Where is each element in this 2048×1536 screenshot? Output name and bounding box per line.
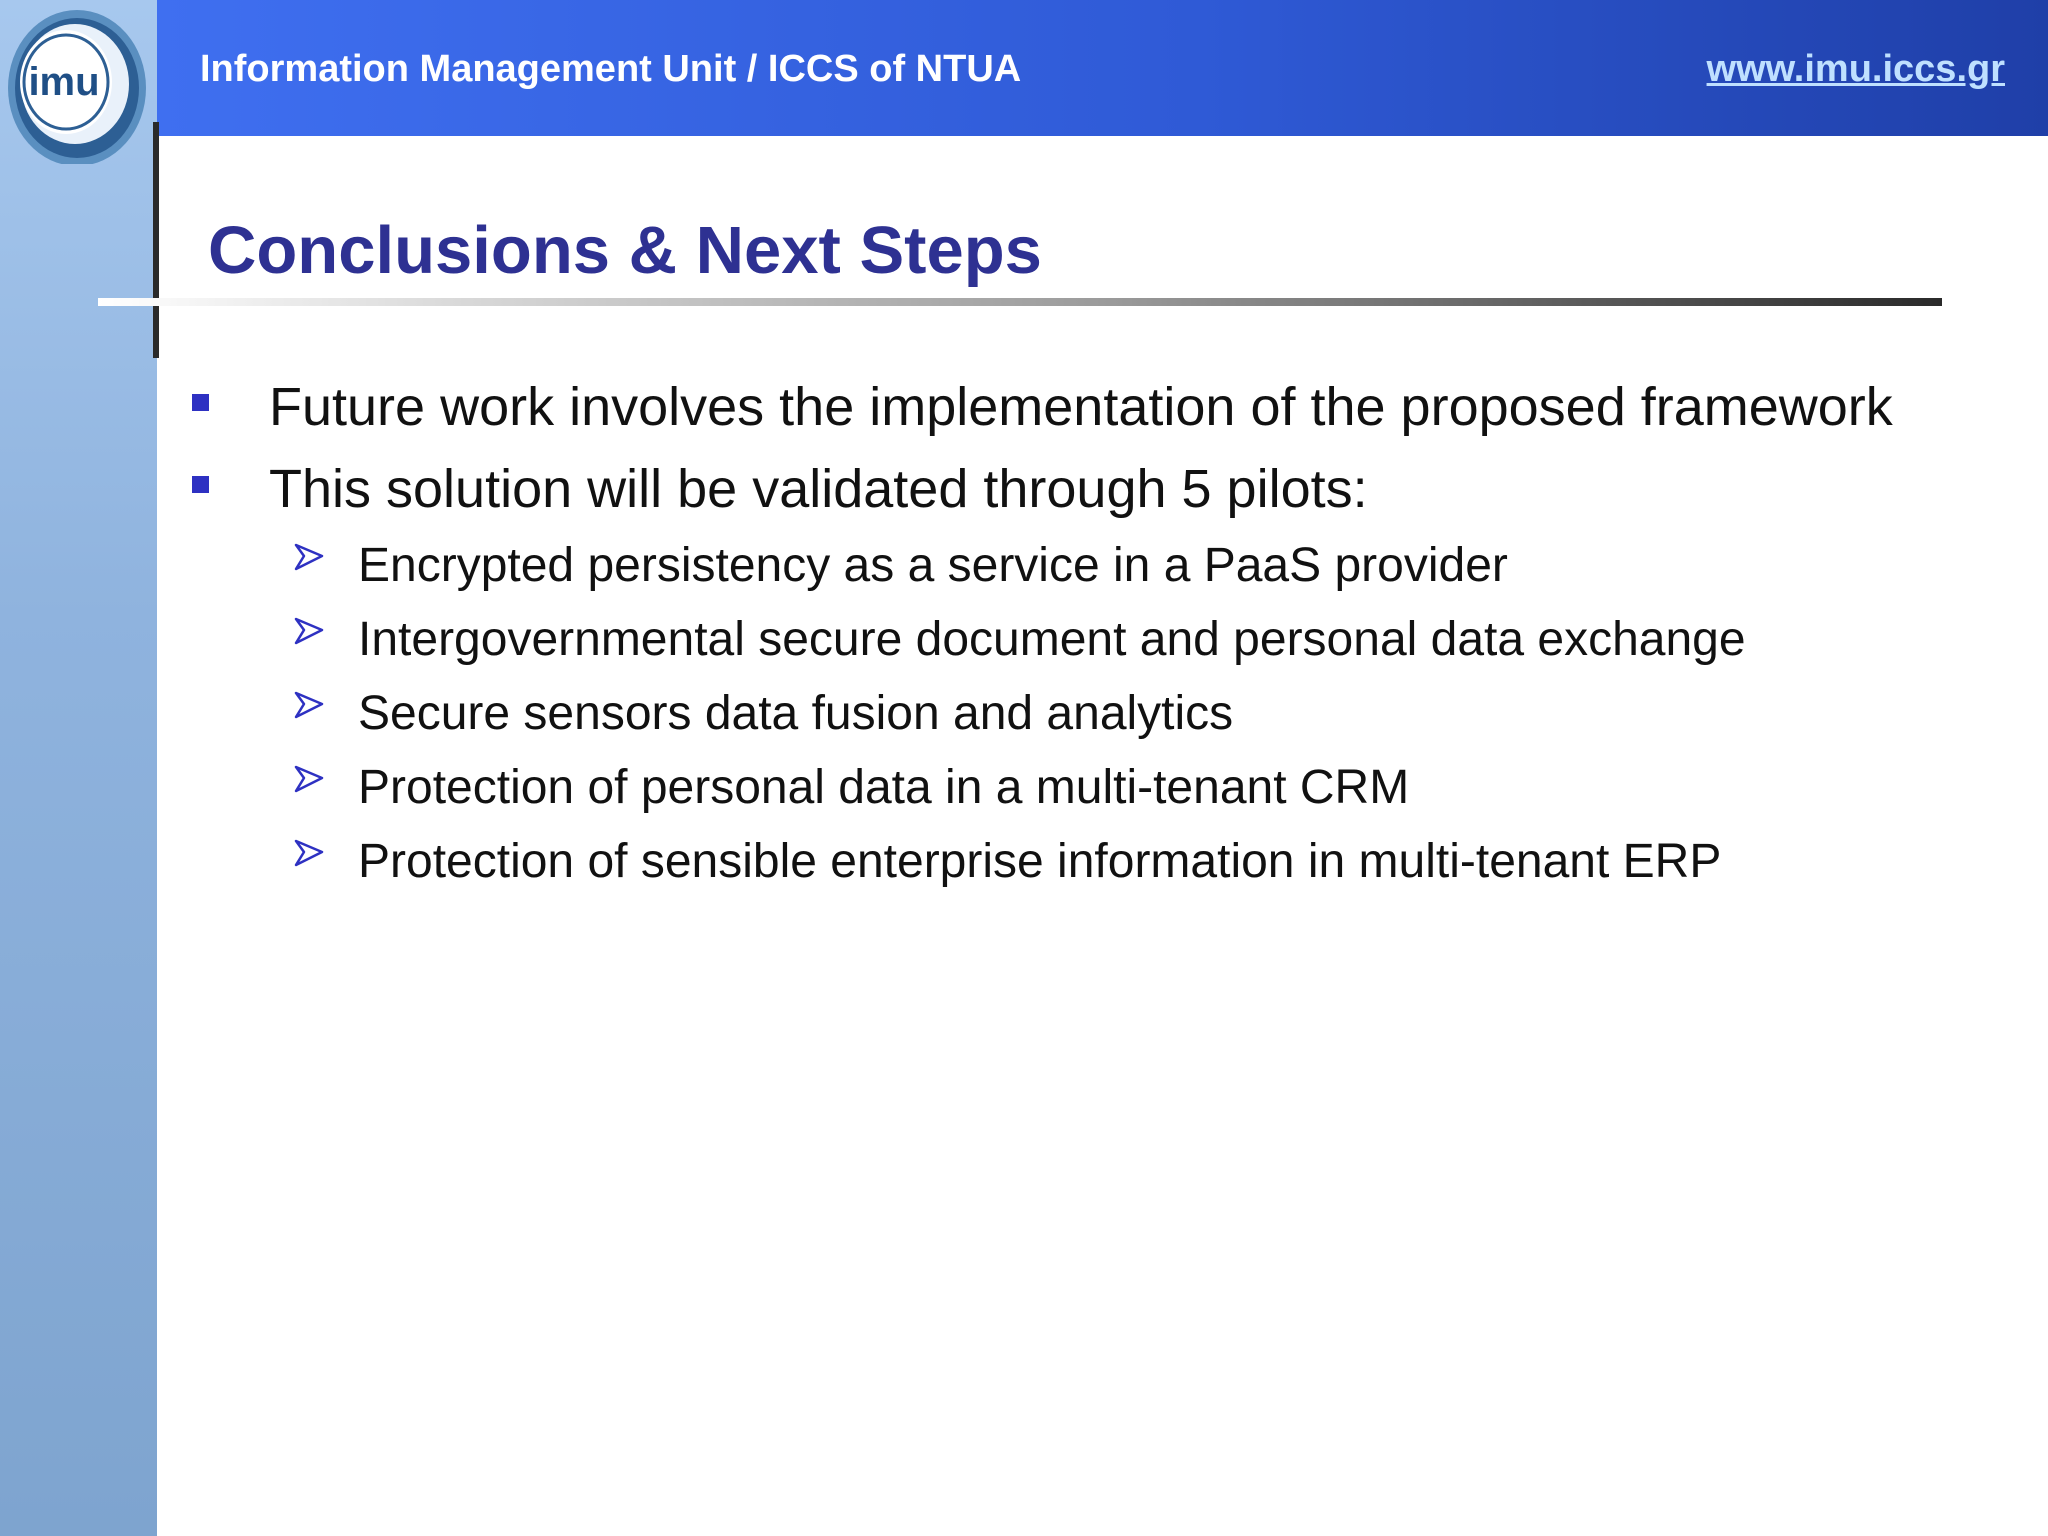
sub-bullet-text: Protection of personal data in a multi-tenant CRM	[358, 761, 1410, 814]
arrow-bullet-icon	[293, 542, 325, 574]
website-link[interactable]: www.imu.iccs.gr	[1706, 48, 2005, 90]
sub-bullet-text: Protection of sensible enterprise information in multi-tenant ERP	[358, 835, 1722, 888]
square-bullet-icon	[192, 394, 209, 411]
bullet-text: Future work involves the implementation of the proposed framework	[269, 377, 1893, 437]
bullet-item	[192, 458, 1368, 519]
organization-name: Information Management Unit / ICCS of NTUA	[200, 48, 1022, 90]
sub-bullet-text: Secure sensors data fusion and analytics	[358, 687, 1234, 740]
logo-text: imu	[28, 60, 100, 104]
sub-bullet-text: Encrypted persistency as a service in a PaaS provider	[358, 539, 1508, 592]
slide-title: Conclusions & Next Steps	[208, 213, 1042, 288]
bullet-text: This solution will be validated through 5 pilots:	[269, 459, 1368, 519]
imu-logo-icon	[6, 4, 148, 164]
bullet-item	[192, 376, 1893, 437]
arrow-bullet-icon	[293, 838, 325, 870]
title-rule	[98, 298, 1942, 306]
square-bullet-icon	[192, 476, 209, 493]
arrow-bullet-icon	[293, 690, 325, 722]
left-sidebar-band	[0, 0, 157, 1536]
vertical-divider	[153, 122, 159, 358]
arrow-bullet-icon	[293, 616, 325, 648]
arrow-bullet-icon	[293, 764, 325, 796]
sub-bullet-text: Intergovernmental secure document and personal data exchange	[358, 613, 1746, 666]
